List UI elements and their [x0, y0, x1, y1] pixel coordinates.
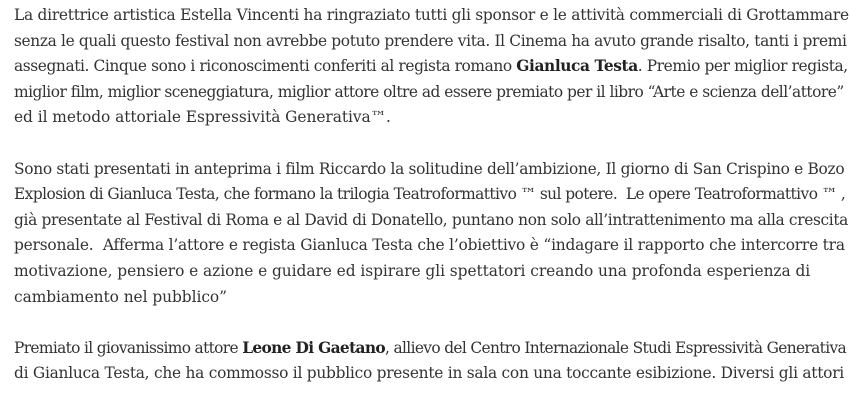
text-line [14, 285, 849, 311]
text-run: già presentate al Festival di Roma e al David di Donatello, puntano non solo all’intrattenimento ma alla crescita [14, 210, 849, 229]
text-run: personale. Afferma l’attore e regista Gianluca Testa che l’obiettivo è “indagare il rapporto che intercorre tra [14, 236, 845, 255]
director-name: Gianluca Testa [516, 57, 638, 76]
text-run: . Premio per miglior regista, [637, 57, 848, 76]
text-line [14, 233, 849, 259]
text-run: ed il metodo attoriale Espressività Generativa™. [14, 108, 391, 127]
text-run: senza le quali questo festival non avrebbe potuto prendere vita. Il Cinema ha avuto grande risalto, tanti i premi [14, 31, 847, 50]
paragraph [14, 336, 849, 387]
article-body [14, 0, 849, 387]
paragraph [14, 157, 849, 311]
text-line [14, 361, 849, 387]
text-run: La direttrice artistica Estella Vincenti ha ringraziato tutti gli sponsor e le attività commerciali di Grottammare [14, 6, 849, 24]
text-run: Explosion di Gianluca Testa, che formano la trilogia Teatroformattivo ™ sul potere. Le opere Teatroformattivo ™ , [14, 185, 846, 204]
text-line [14, 80, 849, 106]
paragraph [14, 0, 849, 131]
text-run: miglior film, miglior sceneggiatura, miglior attore oltre ad essere premiato per il libro “Arte e scienza dell’attore” [14, 82, 844, 101]
text-line [14, 0, 849, 29]
text-line [14, 54, 849, 80]
text-run: motivazione, pensiero e azione e guidare ed ispirare gli spettatori creando una profonda esperienza di [14, 261, 811, 280]
text-run: Premiato il giovanissimo attore [14, 338, 243, 357]
paragraph-spacer [14, 310, 849, 336]
actor-name: Leone Di Gaetano [242, 338, 386, 357]
text-line [14, 157, 849, 183]
paragraph-spacer [14, 131, 849, 157]
text-line [14, 105, 849, 131]
text-line [14, 336, 849, 362]
text-line [14, 208, 849, 234]
text-line [14, 29, 849, 55]
text-run: Sono stati presentati in anteprima i film Riccardo la solitudine dell’ambizione, Il giorno di San Crispino e Bozo [14, 159, 845, 178]
text-run: , allievo del Centro Internazionale Studi Espressività Generativa [385, 338, 847, 357]
text-run: cambiamento nel pubblico” [14, 287, 227, 306]
text-run: di Gianluca Testa, che ha commosso il pubblico presente in sala con una toccante esibizione. Diversi gli attori [14, 364, 844, 383]
text-run: assegnati. Cinque sono i riconoscimenti conferiti al regista romano [14, 57, 517, 76]
text-line [14, 259, 849, 285]
text-line [14, 182, 849, 208]
